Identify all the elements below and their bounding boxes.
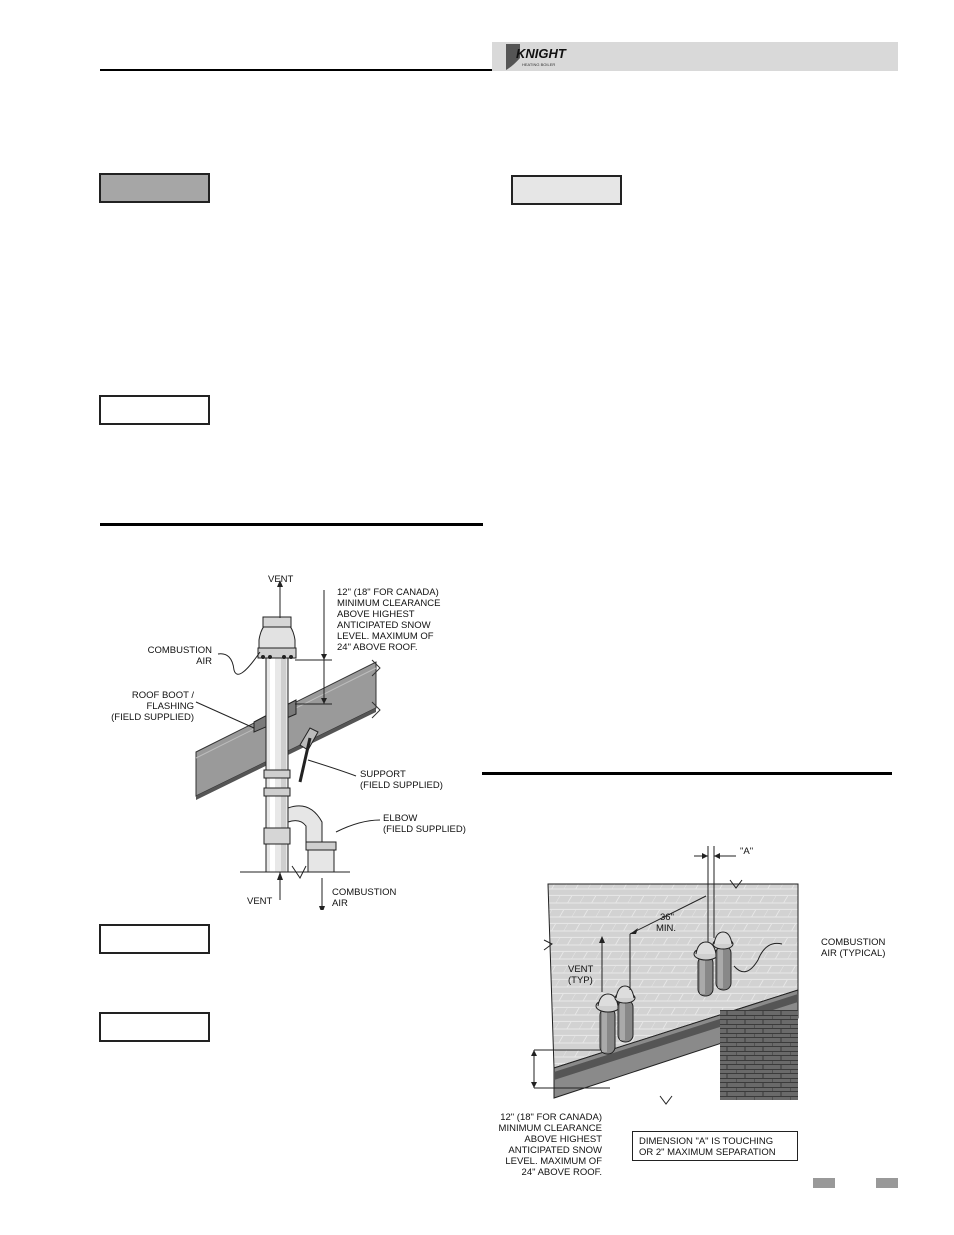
concentric-vent-figure [100, 560, 480, 910]
label-clearance-left-3: ABOVE HIGHEST [337, 609, 415, 620]
label-clearance-right-5: LEVEL. MAXIMUM OF [505, 1156, 602, 1167]
notice-box-2 [99, 924, 210, 954]
section-rule-right [482, 772, 892, 775]
label-elbow-1: ELBOW [383, 813, 418, 824]
label-clearance-left-4: ANTICIPATED SNOW [337, 620, 431, 631]
footer-tab-right [876, 1178, 898, 1188]
label-combustion-air-typical-2: AIR (TYPICAL) [821, 948, 886, 959]
label-clearance-left-5: LEVEL. MAXIMUM OF [337, 631, 434, 642]
notice-box-3 [99, 1012, 210, 1042]
label-elbow-2: (FIELD SUPPLIED) [383, 824, 466, 835]
label-roof-boot-3: (FIELD SUPPLIED) [111, 712, 194, 723]
svg-text:KNIGHT: KNIGHT [516, 46, 566, 61]
danger-notice-box [99, 173, 210, 203]
label-roof-boot-1: ROOF BOOT / [131, 690, 194, 701]
label-clearance-left-1: 12" (18" FOR CANADA) [337, 587, 439, 598]
label-vent-bottom: VENT [247, 896, 273, 907]
label-roof-boot-2: FLASHING [146, 701, 194, 712]
warning-notice-box [511, 175, 622, 205]
label-clearance-left-2: MINIMUM CLEARANCE [337, 598, 441, 609]
label-clearance-right-3: ABOVE HIGHEST [524, 1134, 602, 1145]
label-combustion-air-1: COMBUSTION [147, 645, 212, 656]
dimension-note-box [632, 1131, 798, 1161]
section-rule-left [100, 523, 483, 526]
notice-box-1 [99, 395, 210, 425]
dimension-note-line-2: OR 2" MAXIMUM SEPARATION [639, 1147, 776, 1158]
knight-logo [500, 40, 580, 72]
label-dimension-a: "A" [740, 846, 754, 857]
label-support-1: SUPPORT [360, 769, 406, 780]
label-combustion-air-bottom-1: COMBUSTION [332, 887, 397, 898]
label-clearance-right-2: MINIMUM CLEARANCE [498, 1123, 602, 1134]
footer-tab-left [813, 1178, 835, 1188]
label-36-min-1: 36" [660, 912, 674, 923]
label-combustion-air-typical-1: COMBUSTION [821, 937, 886, 948]
label-clearance-left-6: 24" ABOVE ROOF. [337, 642, 418, 653]
svg-text:HEATING BOILER: HEATING BOILER [522, 62, 556, 67]
label-combustion-air-bottom-2: AIR [332, 898, 348, 909]
label-vent-typ-2: (TYP) [568, 975, 593, 986]
label-clearance-right-6: 24" ABOVE ROOF. [521, 1167, 602, 1178]
label-vent-typ-1: VENT [568, 964, 594, 975]
label-combustion-air-2: AIR [196, 656, 212, 667]
label-36-min-2: MIN. [656, 923, 677, 934]
label-clearance-right-4: ANTICIPATED SNOW [508, 1145, 602, 1156]
label-vent-top: VENT [268, 574, 294, 585]
label-clearance-right-1: 12" (18" FOR CANADA) [500, 1112, 602, 1123]
multiple-vent-figure [520, 840, 820, 1110]
label-support-2: (FIELD SUPPLIED) [360, 780, 443, 791]
dimension-note-line-1: DIMENSION "A" IS TOUCHING [639, 1136, 774, 1147]
